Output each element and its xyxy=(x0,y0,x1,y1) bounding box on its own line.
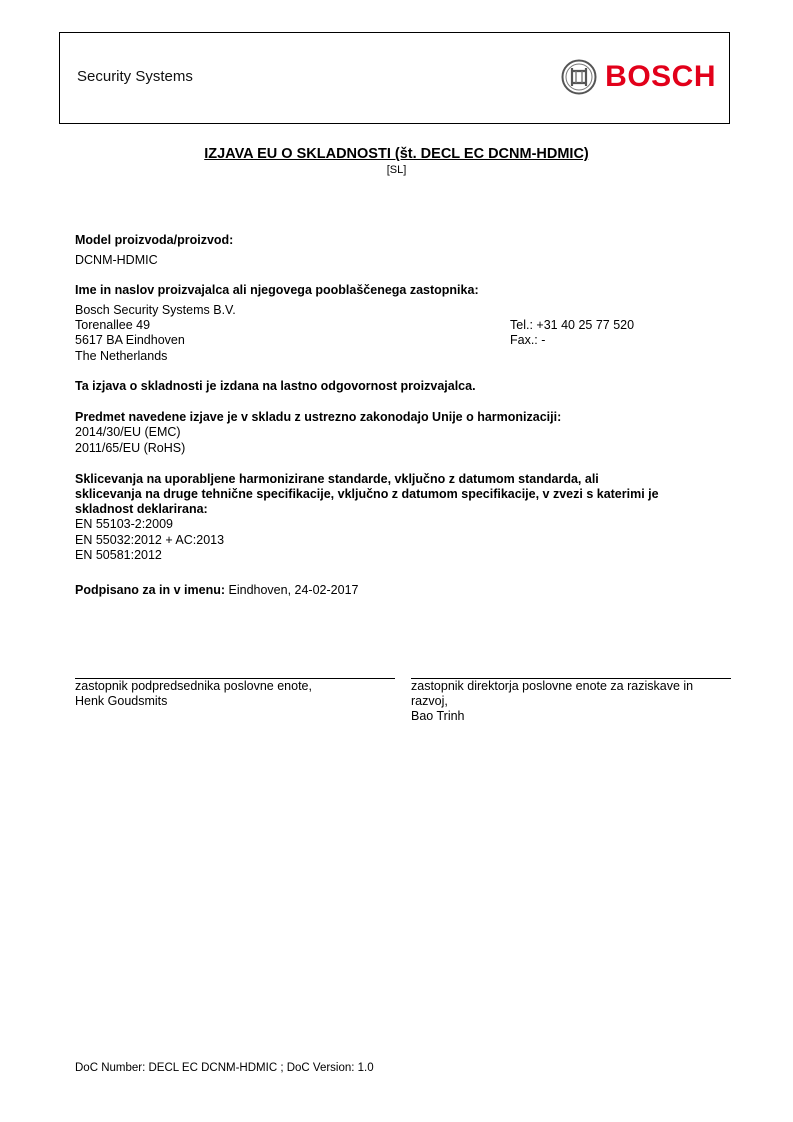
product-label: Model proizvoda/proizvod: xyxy=(75,233,234,247)
standards-label: sklicevanja na druge tehnične specifikacije, vključno z datumom specifikacije, v zvezi s katerimi je xyxy=(75,487,659,501)
manufacturer-name: Bosch Security Systems B.V. xyxy=(75,303,236,317)
signed-place-date: Eindhoven, 24-02-2017 xyxy=(225,583,359,597)
signatory-name: Henk Goudsmits xyxy=(75,694,168,708)
legislation-item: 2014/30/EU (EMC) xyxy=(75,425,181,439)
language-code: [SL] xyxy=(386,164,407,176)
manufacturer-label: Ime in naslov proizvajalca ali njegovega pooblaščenega zastopnika: xyxy=(75,283,479,297)
standards-label: skladnost deklarirana: xyxy=(75,502,208,516)
division-label: Security Systems xyxy=(77,68,193,85)
header-box xyxy=(59,32,730,124)
bosch-logo xyxy=(561,59,716,95)
signatory-title: zastopnik direktorja poslovne enote za raziskave in xyxy=(411,679,694,693)
manufacturer-country: The Netherlands xyxy=(75,349,168,363)
document-title: IZJAVA EU O SKLADNOSTI (št. DECL EC DCNM-HDMIC) xyxy=(204,146,589,162)
responsibility-statement: Ta izjava o skladnosti je izdana na lastno odgovornost proizvajalca. xyxy=(75,379,476,393)
legislation-label: Predmet navedene izjave je v skladu z ustrezno zakonodajo Unije o harmonizaciji: xyxy=(75,410,562,424)
signatory-name: Bao Trinh xyxy=(411,709,465,723)
standards-label: Sklicevanja na uporabljene harmonizirane standarde, vključno z datumom standarda, ali xyxy=(75,472,599,486)
signatory-title: zastopnik podpredsednika poslovne enote, xyxy=(75,679,312,693)
bosch-armature-icon xyxy=(561,59,597,95)
standard-item: EN 55032:2012 + AC:2013 xyxy=(75,533,225,547)
manufacturer-street: Torenallee 49 xyxy=(75,318,151,332)
signatory-title: razvoj, xyxy=(411,694,448,708)
standard-item: EN 55103-2:2009 xyxy=(75,517,173,531)
manufacturer-tel: Tel.: +31 40 25 77 520 xyxy=(510,318,635,332)
manufacturer-fax: Fax.: - xyxy=(510,333,546,347)
standard-item: EN 50581:2012 xyxy=(75,548,162,562)
product-value: DCNM-HDMIC xyxy=(75,253,158,267)
brand-wordmark: BOSCH xyxy=(605,60,716,93)
doc-footer: DoC Number: DECL EC DCNM-HDMIC ; DoC Version: 1.0 xyxy=(75,1062,374,1074)
legislation-item: 2011/65/EU (RoHS) xyxy=(75,441,186,455)
signed-statement xyxy=(75,583,358,598)
manufacturer-city: 5617 BA Eindhoven xyxy=(75,333,185,347)
signed-label: Podpisano za in v imenu: xyxy=(75,583,226,597)
